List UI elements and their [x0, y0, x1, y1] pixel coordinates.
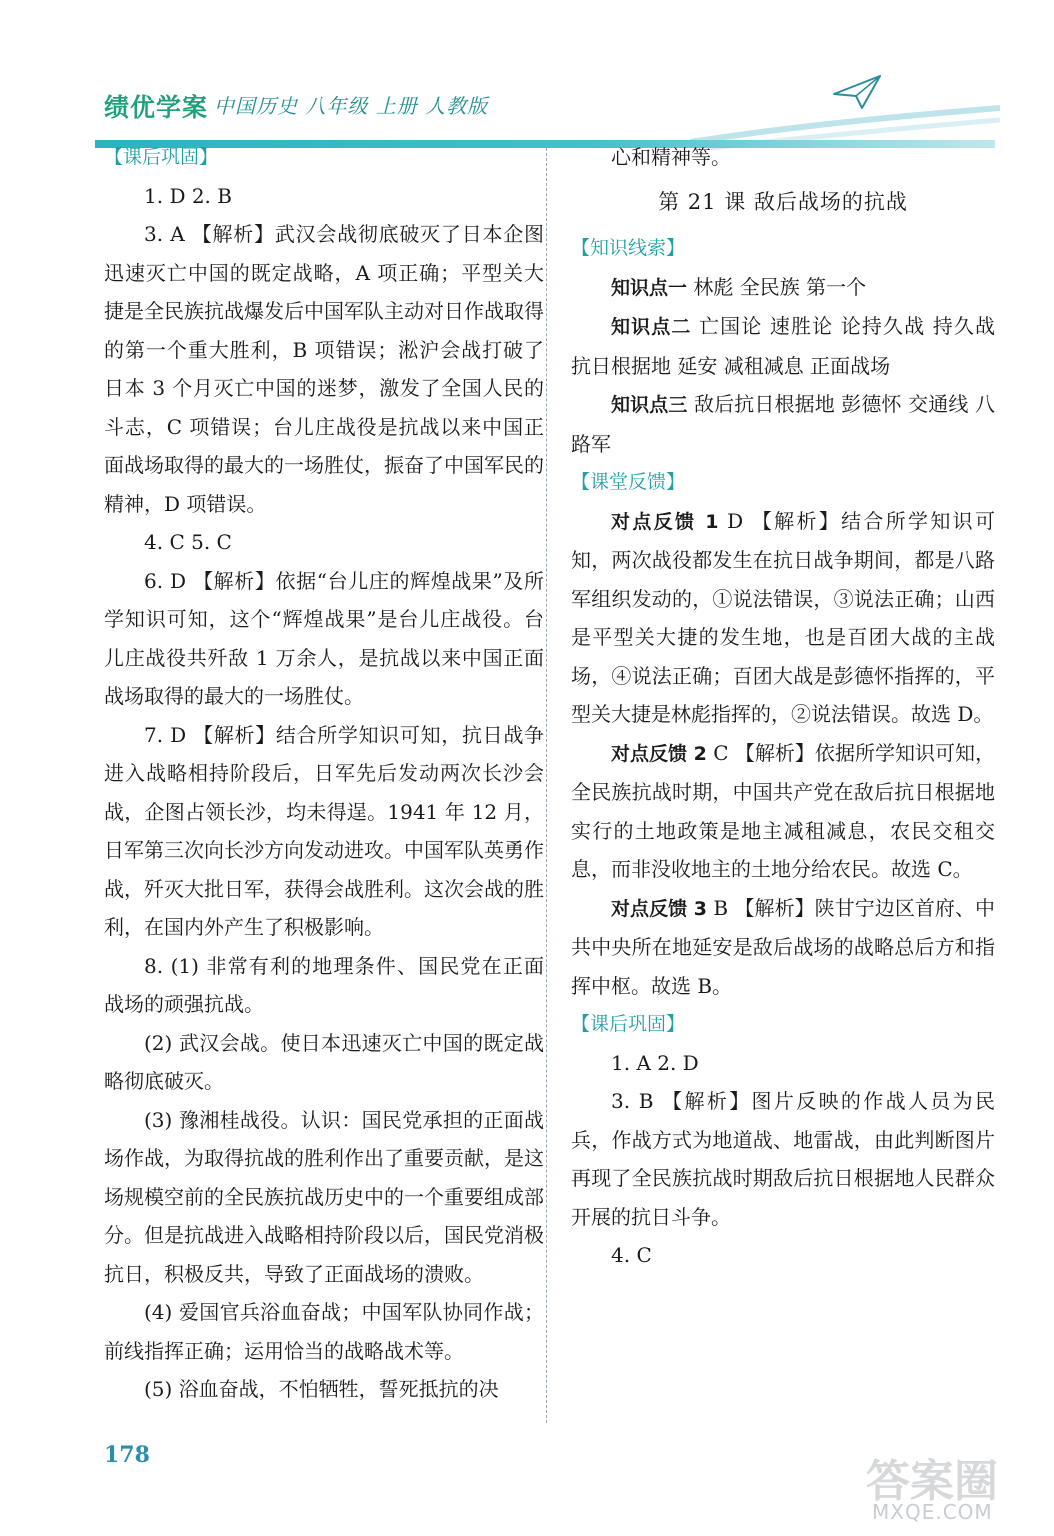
- right-column: [571, 138, 995, 1275]
- section-heading-knowledge: 【知识线索】: [571, 237, 686, 259]
- answer-paragraph: 3. A 【解析】武汉会战彻底破灭了日本企图迅速灭亡中国的既定战略，A 项正确；平型关大捷是全民族抗战爆发后中国军队主动对日作战取得的第一个重大胜利，B 项错误；淞沪会战打破了日本 3 个月灭亡中国的迷梦，激发了全国人民的斗志，C 项错误；台儿庄战役是抗战以来中国正面战场取得的最大的一场胜仗，振奋了中国军民的精神，D 项错误。: [104, 222, 544, 516]
- answer-line: 4. C: [611, 1243, 652, 1267]
- column-divider: [546, 148, 547, 1423]
- page-number: 178: [104, 1442, 150, 1468]
- section-heading-review-2: 【课后巩固】: [571, 1013, 686, 1035]
- continuation-text: 心和精神等。: [611, 145, 731, 169]
- watermark-glyphs: 答案圈: [866, 1456, 998, 1507]
- feedback-text: D 【解析】结合所学知识可知，两次战役都发生在抗日战争期间，都是八路军组织发动的，①说法错误，③说法正确；山西是平型关大捷的发生地，也是百团大战的主战场，④说法正确；百团大战是彭德怀指挥的，平型关大捷是林彪指挥的，②说法错误。故选 D。: [571, 508, 996, 726]
- answer-paragraph: (2) 武汉会战。使日本迅速灭亡中国的既定战略彻底破灭。: [104, 1030, 544, 1093]
- feedback-2: [571, 734, 995, 889]
- answer-paragraph: 6. D 【解析】依据“台儿庄的辉煌战果”及所学知识可知，这个“辉煌战果”是台儿庄战役。台儿庄战役共歼敌 1 万余人，是抗战以来中国正面战场取得的最大的一场胜仗。: [104, 568, 544, 708]
- answer-paragraph: (5) 浴血奋战，不怕牺牲，誓死抵抗的决: [144, 1377, 499, 1401]
- left-column: [104, 138, 544, 1409]
- answer-line: 1. D 2. B: [144, 183, 232, 208]
- kp-label: 知识点一: [611, 276, 688, 299]
- section-heading-feedback: 【课堂反馈】: [571, 471, 686, 493]
- knowledge-point-2: [571, 307, 995, 385]
- watermark-site: MXQE.COM: [872, 1500, 993, 1524]
- feedback-label: 对点反馈 2: [611, 742, 707, 765]
- answer-paragraph: (3) 豫湘桂战役。认识：国民党承担的正面战场作战，为取得抗战的胜利作出了重要贡献，是这场规模空前的全民族抗战历史中的一个重要组成部分。但是抗战进入战略相持阶段以后，国民党消极抗日，积极反共，导致了正面战场的溃败。: [104, 1107, 544, 1286]
- kp-text: 敌后抗日根据地 彭德怀 交通线 八路军: [571, 392, 995, 456]
- kp-text: 亡国论 速胜论 论持久战 持久战 抗日根据地 延安 减租减息 正面战场: [571, 314, 995, 378]
- kp-label: 知识点三: [611, 394, 688, 416]
- kp-label: 知识点二: [611, 316, 692, 338]
- lesson-title: 第 21 课 敌后战场的抗战: [658, 189, 908, 214]
- knowledge-point-1: [571, 268, 995, 308]
- answer-paragraph: 3. B 【解析】图片反映的作战人员为民兵，作战方式为地道战、地雷战，由此判断图片再现了全民族抗战时期敌后抗日根据地人民群众开展的抗日斗争。: [571, 1089, 995, 1229]
- answer-paragraph: 8. (1) 非常有利的地理条件、国民党在正面战场的顽强抗战。: [104, 953, 544, 1016]
- paper-plane-icon: [832, 74, 882, 110]
- answer-paragraph: 7. D 【解析】结合所学知识可知，抗日战争进入战略相持阶段后，日军先后发动两次长沙会战，企图占领长沙，均未得逞。1941 年 12 月，日军第三次向长沙方向发动进攻。中国军队英勇作战，歼灭大批日军，获得会战胜利。这次会战的胜利，在国内外产生了积极影响。: [104, 722, 544, 939]
- answer-paragraph: (4) 爱国官兵浴血奋战；中国军队协同作战；前线指挥正确；运用恰当的战略战术等。: [104, 1300, 544, 1363]
- book-subtitle: 中国历史 八年级 上册 人教版: [214, 94, 489, 118]
- answer-line: 4. C 5. C: [144, 530, 232, 554]
- feedback-label: 对点反馈 3: [611, 897, 708, 920]
- answer-line: 1. A 2. D: [611, 1050, 699, 1075]
- kp-text: 林彪 全民族 第一个: [687, 274, 867, 299]
- feedback-text: C 【解析】依据所学知识可知，全民族抗战时期，中国共产党在敌后抗日根据地实行的土地政策是地主减租减息，农民交租交息，而非没收地主的土地分给农民。故选 C。: [571, 740, 995, 881]
- feedback-label: 对点反馈 1: [611, 510, 719, 533]
- feedback-3: [571, 889, 995, 1006]
- section-heading-review: 【课后巩固】: [104, 146, 219, 168]
- feedback-text: B 【解析】陕甘宁边区首府、中共中央所在地延安是敌后战场的战略总后方和指挥中枢。故选 B。: [571, 895, 995, 998]
- knowledge-point-3: [571, 385, 995, 463]
- brand-logo: 绩优学案: [104, 93, 209, 122]
- feedback-1: [571, 502, 995, 734]
